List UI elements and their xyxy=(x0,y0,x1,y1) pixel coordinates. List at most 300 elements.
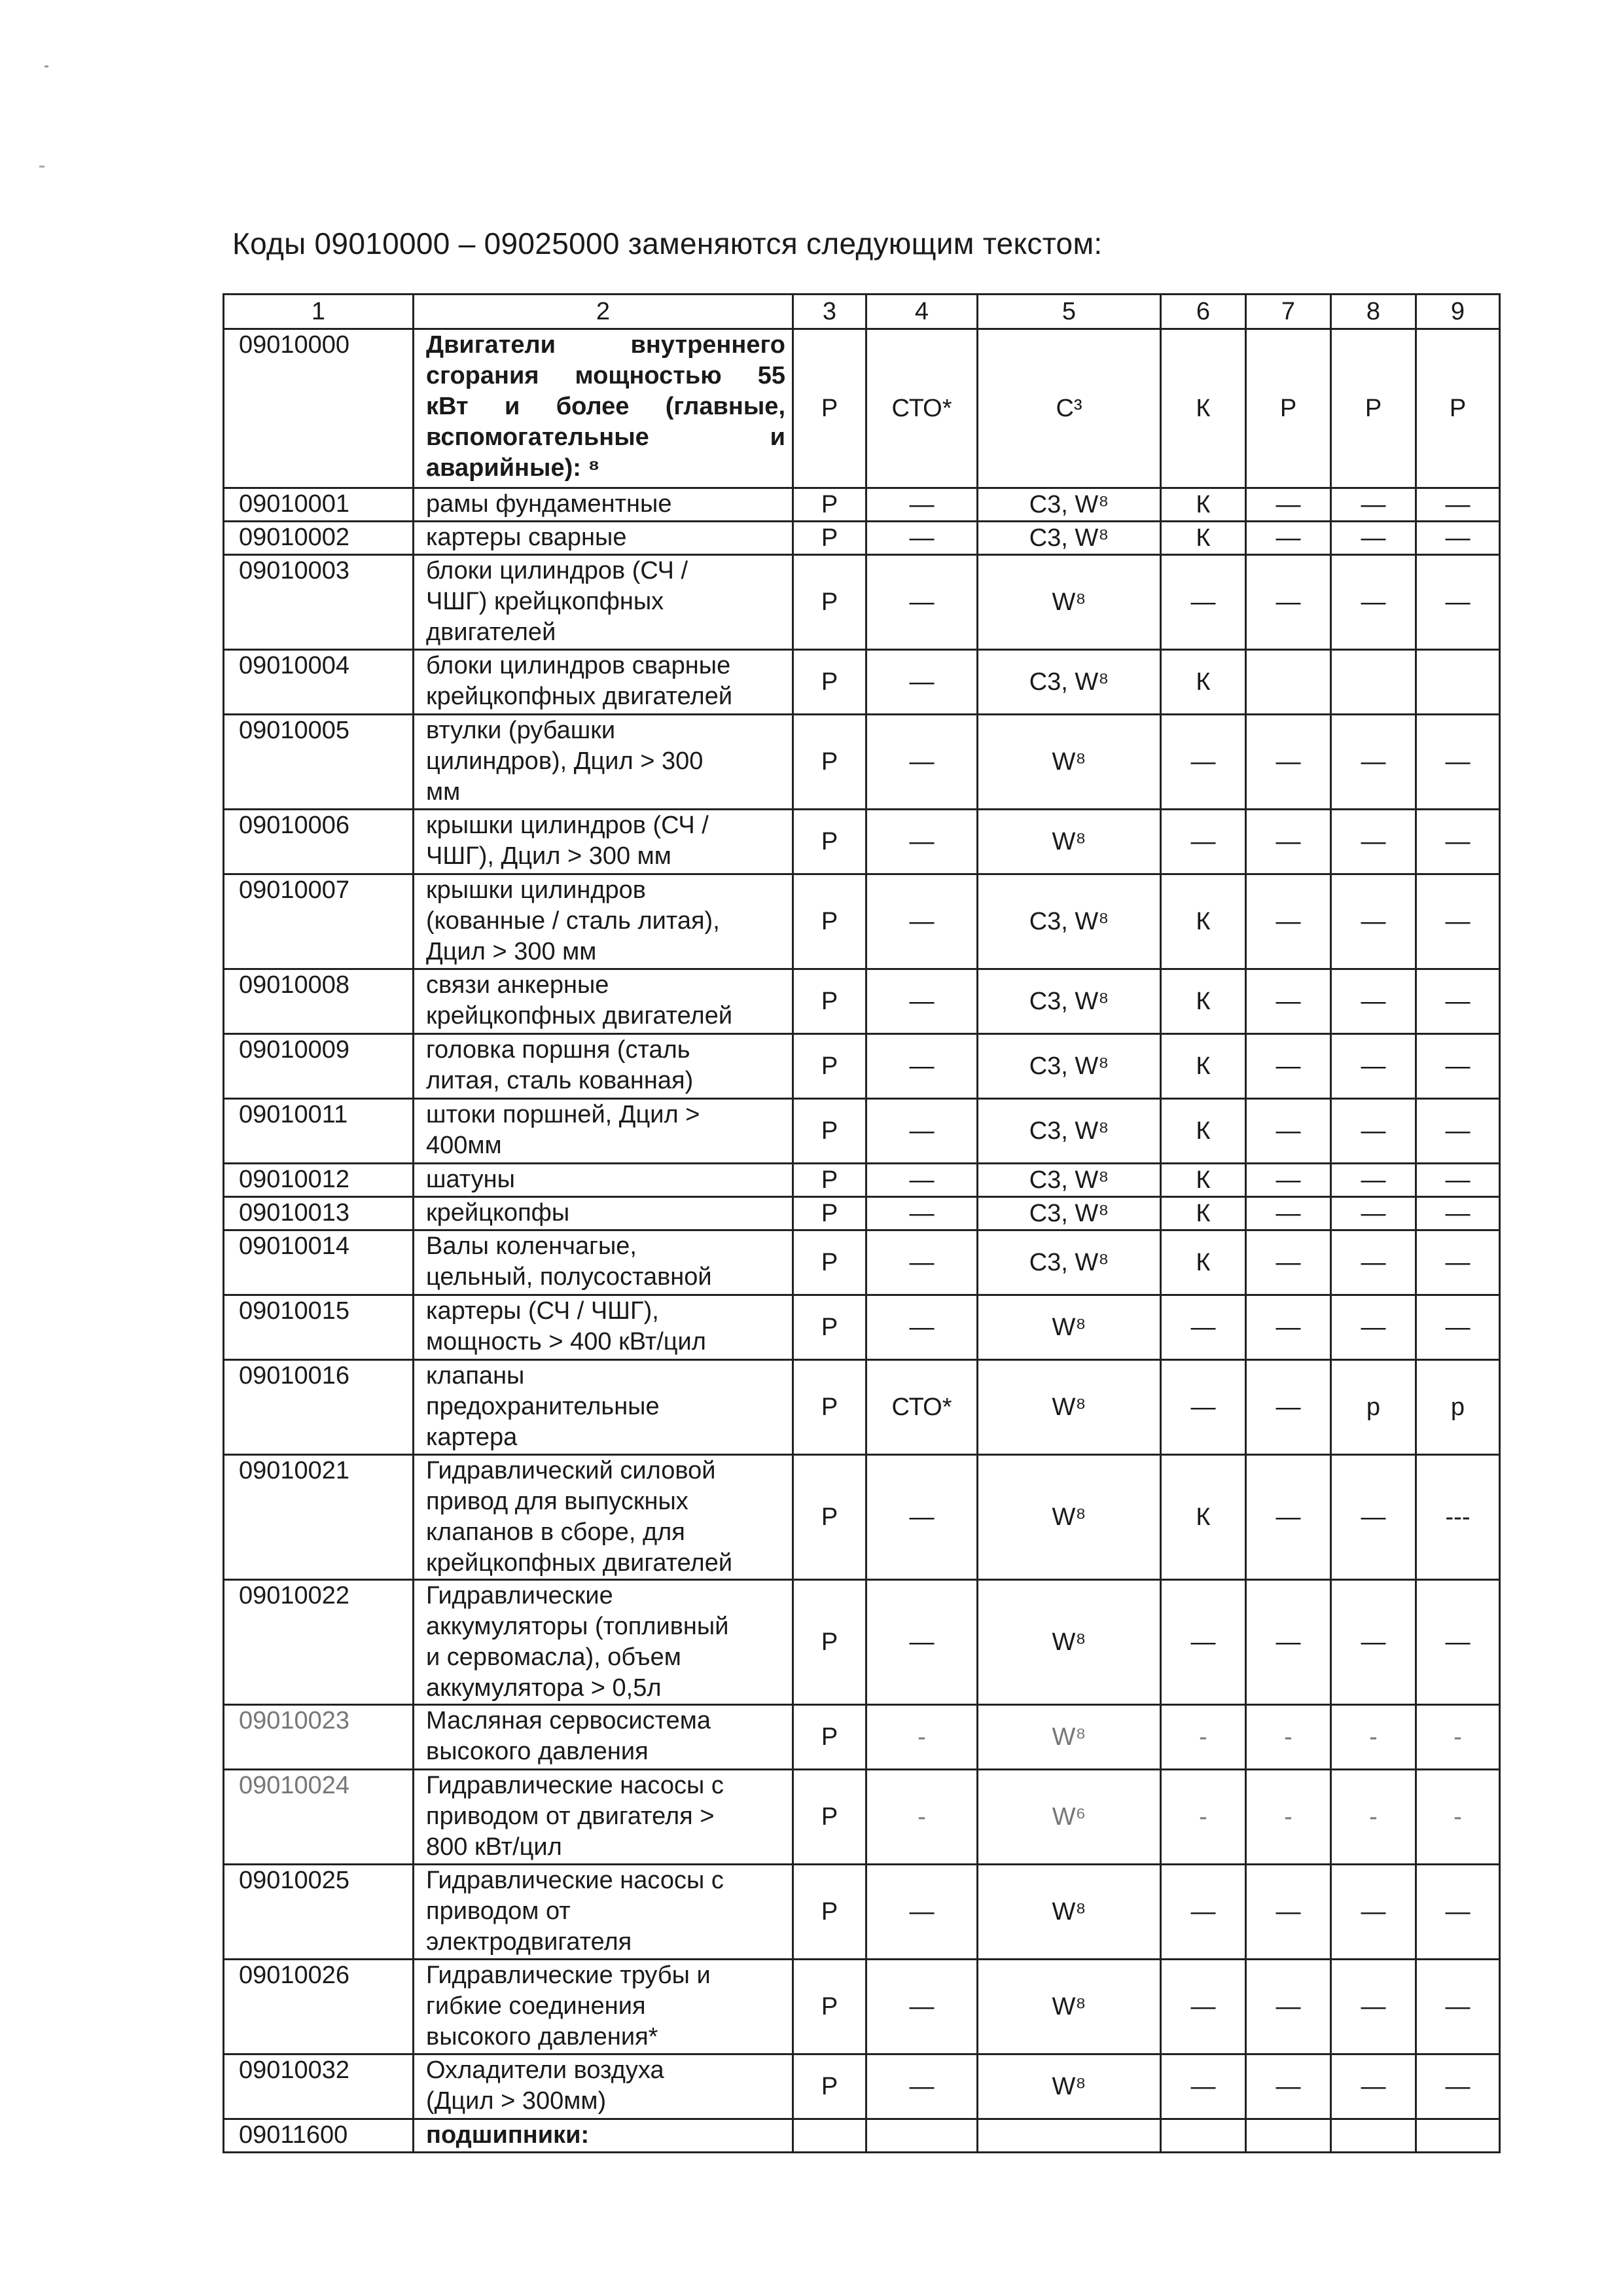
value-cell-5 xyxy=(978,2119,1161,2153)
value-cell-6: — xyxy=(1161,555,1246,650)
description-cell xyxy=(414,1705,793,1770)
value-cell-5: С3, W⁸ xyxy=(978,874,1161,969)
code-cell: 09010007 xyxy=(224,874,414,969)
value-cell-7: — xyxy=(1246,810,1331,874)
value-cell-9: — xyxy=(1416,1580,1500,1705)
description-line: Гидравлические трубы и xyxy=(426,1962,711,1989)
value-cell-7: — xyxy=(1246,1295,1331,1360)
value-cell-9: — xyxy=(1416,1230,1500,1295)
value-cell-4: — xyxy=(866,555,978,650)
value-cell-6: — xyxy=(1161,810,1246,874)
value-cell-8: — xyxy=(1331,1099,1416,1164)
description-line: аварийные): ⁸ xyxy=(426,454,600,482)
value-cell-7: — xyxy=(1246,1960,1331,2054)
description-line: рамы фундаментные xyxy=(426,490,672,518)
value-cell-9: - xyxy=(1416,1705,1500,1770)
description-cell xyxy=(414,969,793,1034)
value-cell-5: С3, W⁸ xyxy=(978,1164,1161,1197)
description-line: Валы коленчагые, xyxy=(426,1232,637,1260)
table-row xyxy=(224,329,1500,488)
column-header: 4 xyxy=(866,295,978,329)
value-cell-6: К xyxy=(1161,1455,1246,1580)
description-line: привод для выпускных xyxy=(426,1488,688,1515)
value-cell-6: — xyxy=(1161,1865,1246,1960)
description-line: картера xyxy=(426,1424,518,1451)
code-cell: 09010000 xyxy=(224,329,414,488)
code-cell: 09010001 xyxy=(224,488,414,522)
code-cell: 09010024 xyxy=(224,1770,414,1865)
value-cell-6: К xyxy=(1161,1099,1246,1164)
value-cell-6: — xyxy=(1161,1960,1246,2054)
description-line: мм xyxy=(426,778,461,806)
value-cell-9: — xyxy=(1416,1034,1500,1099)
description-line: крейцкопфы xyxy=(426,1199,570,1227)
value-cell-5: С3, W⁸ xyxy=(978,969,1161,1034)
table-row xyxy=(224,555,1500,650)
value-cell-9: — xyxy=(1416,1960,1500,2054)
description-line: связи анкерные xyxy=(426,971,609,999)
value-cell-5: W⁸ xyxy=(978,1295,1161,1360)
description-line: втулки (рубашки xyxy=(426,717,616,744)
value-cell-9: р xyxy=(1416,1360,1500,1455)
table-row xyxy=(224,810,1500,874)
value-cell-5: W⁸ xyxy=(978,1705,1161,1770)
value-cell-9: — xyxy=(1416,522,1500,555)
description-line: высокого давления xyxy=(426,1738,649,1765)
value-cell-5: W⁸ xyxy=(978,715,1161,810)
description-line: клапаны xyxy=(426,1362,525,1390)
value-cell-4 xyxy=(866,2119,978,2153)
description-cell xyxy=(414,1360,793,1455)
description-line: Охладители воздуха xyxy=(426,2056,664,2084)
value-cell-7: - xyxy=(1246,1705,1331,1770)
value-cell-3: Р xyxy=(793,1360,866,1455)
code-cell: 09010016 xyxy=(224,1360,414,1455)
value-cell-3: Р xyxy=(793,522,866,555)
description-line: предохранительные xyxy=(426,1393,660,1420)
value-cell-9: — xyxy=(1416,1295,1500,1360)
value-cell-8: — xyxy=(1331,1164,1416,1197)
description-line: клапанов в сборе, для xyxy=(426,1518,685,1546)
value-cell-4: — xyxy=(866,1197,978,1230)
code-cell: 09010002 xyxy=(224,522,414,555)
description-line: Двигатели внутреннего xyxy=(426,331,785,359)
table-header-row xyxy=(224,295,1500,329)
value-cell-3: Р xyxy=(793,555,866,650)
code-cell: 09010015 xyxy=(224,1295,414,1360)
value-cell-9: — xyxy=(1416,488,1500,522)
description-line: аккумуляторы (топливный xyxy=(426,1613,729,1640)
value-cell-4: — xyxy=(866,1865,978,1960)
value-cell-7: — xyxy=(1246,555,1331,650)
value-cell-7: — xyxy=(1246,2054,1331,2119)
description-line: Масляная сервосистема xyxy=(426,1707,711,1734)
value-cell-8: — xyxy=(1331,488,1416,522)
value-cell-3: Р xyxy=(793,2054,866,2119)
description-line: крышки цилиндров xyxy=(426,876,646,904)
value-cell-3: Р xyxy=(793,1455,866,1580)
value-cell-4: СТО* xyxy=(866,1360,978,1455)
code-cell: 09010013 xyxy=(224,1197,414,1230)
value-cell-6: К xyxy=(1161,1230,1246,1295)
value-cell-9: — xyxy=(1416,1197,1500,1230)
value-cell-4: — xyxy=(866,1960,978,2054)
description-cell xyxy=(414,650,793,715)
description-line: крейцкопфных двигателей xyxy=(426,1002,733,1030)
description-cell xyxy=(414,1099,793,1164)
description-line: сгорания мощностью 55 xyxy=(426,362,785,389)
description-line: Гидравлические xyxy=(426,1582,613,1609)
value-cell-5: W⁸ xyxy=(978,1360,1161,1455)
value-cell-4: — xyxy=(866,1455,978,1580)
code-cell: 09010011 xyxy=(224,1099,414,1164)
description-line: головка поршня (сталь xyxy=(426,1036,690,1064)
value-cell-7: Р xyxy=(1246,329,1331,488)
description-line: приводом от xyxy=(426,1897,571,1925)
value-cell-4: — xyxy=(866,874,978,969)
value-cell-6: — xyxy=(1161,1580,1246,1705)
description-line: аккумулятора > 0,5л xyxy=(426,1674,662,1702)
value-cell-9: — xyxy=(1416,969,1500,1034)
description-cell xyxy=(414,1034,793,1099)
column-header: 3 xyxy=(793,295,866,329)
description-cell xyxy=(414,1580,793,1705)
value-cell-7: — xyxy=(1246,969,1331,1034)
value-cell-6: К xyxy=(1161,329,1246,488)
value-cell-6: К xyxy=(1161,969,1246,1034)
value-cell-8: — xyxy=(1331,1197,1416,1230)
description-cell xyxy=(414,1960,793,2054)
description-cell xyxy=(414,1770,793,1865)
value-cell-3: Р xyxy=(793,715,866,810)
value-cell-7: - xyxy=(1246,1770,1331,1865)
description-line: приводом от двигателя > xyxy=(426,1803,715,1830)
value-cell-4: — xyxy=(866,2054,978,2119)
description-cell xyxy=(414,810,793,874)
description-cell xyxy=(414,1164,793,1197)
value-cell-3: Р xyxy=(793,1164,866,1197)
description-line: крейцкопфных двигателей xyxy=(426,683,733,710)
value-cell-3: Р xyxy=(793,1034,866,1099)
description-cell xyxy=(414,1230,793,1295)
description-line: двигателей xyxy=(426,619,556,646)
value-cell-3: Р xyxy=(793,1099,866,1164)
value-cell-8: Р xyxy=(1331,329,1416,488)
value-cell-3 xyxy=(793,2119,866,2153)
table-row xyxy=(224,1705,1500,1770)
value-cell-8: — xyxy=(1331,1295,1416,1360)
description-line: подшипники: xyxy=(426,2121,590,2149)
value-cell-3: Р xyxy=(793,329,866,488)
code-cell: 09010004 xyxy=(224,650,414,715)
value-cell-8: — xyxy=(1331,810,1416,874)
value-cell-5: С3, W⁸ xyxy=(978,488,1161,522)
value-cell-8: - xyxy=(1331,1705,1416,1770)
value-cell-8: р xyxy=(1331,1360,1416,1455)
value-cell-4: СТО* xyxy=(866,329,978,488)
table-row xyxy=(224,1197,1500,1230)
value-cell-4: — xyxy=(866,1164,978,1197)
table-row xyxy=(224,522,1500,555)
table-row xyxy=(224,488,1500,522)
value-cell-3: Р xyxy=(793,1580,866,1705)
description-line: крейцкопфных двигателей xyxy=(426,1549,733,1577)
description-line: цилиндров), Дцил > 300 xyxy=(426,747,704,775)
value-cell-6: К xyxy=(1161,522,1246,555)
code-cell: 09010025 xyxy=(224,1865,414,1960)
table-row xyxy=(224,715,1500,810)
value-cell-3: Р xyxy=(793,650,866,715)
description-cell xyxy=(414,329,793,488)
value-cell-7 xyxy=(1246,650,1331,715)
table-row xyxy=(224,1455,1500,1580)
table-row xyxy=(224,1230,1500,1295)
value-cell-3: Р xyxy=(793,969,866,1034)
description-cell xyxy=(414,522,793,555)
description-line: блоки цилиндров (СЧ / xyxy=(426,557,688,584)
column-header: 7 xyxy=(1246,295,1331,329)
value-cell-7: — xyxy=(1246,1034,1331,1099)
value-cell-9 xyxy=(1416,2119,1500,2153)
description-line: 400мм xyxy=(426,1132,502,1159)
description-line: картеры (СЧ / ЧШГ), xyxy=(426,1297,659,1325)
value-cell-8: — xyxy=(1331,874,1416,969)
value-cell-4: - xyxy=(866,1705,978,1770)
value-cell-9: - xyxy=(1416,1770,1500,1865)
value-cell-7: — xyxy=(1246,874,1331,969)
value-cell-4: — xyxy=(866,715,978,810)
value-cell-3: Р xyxy=(793,1865,866,1960)
description-line: шатуны xyxy=(426,1166,515,1193)
description-line: Гидравлические насосы с xyxy=(426,1867,724,1894)
description-cell xyxy=(414,874,793,969)
description-line: вспомогательные и xyxy=(426,423,785,451)
value-cell-8: — xyxy=(1331,1960,1416,2054)
value-cell-6: К xyxy=(1161,874,1246,969)
description-line: электродвигателя xyxy=(426,1928,632,1956)
description-line: мощность > 400 кВт/цил xyxy=(426,1328,706,1355)
value-cell-8: — xyxy=(1331,1580,1416,1705)
value-cell-7: — xyxy=(1246,1099,1331,1164)
value-cell-9: — xyxy=(1416,555,1500,650)
description-cell xyxy=(414,1197,793,1230)
value-cell-3: Р xyxy=(793,810,866,874)
value-cell-4: — xyxy=(866,1580,978,1705)
value-cell-5: W⁸ xyxy=(978,810,1161,874)
table-row xyxy=(224,1580,1500,1705)
description-line: (кованные / сталь литая), xyxy=(426,907,720,935)
value-cell-4: - xyxy=(866,1770,978,1865)
description-line: картеры сварные xyxy=(426,524,627,551)
column-header: 9 xyxy=(1416,295,1500,329)
value-cell-6: К xyxy=(1161,650,1246,715)
value-cell-3: Р xyxy=(793,1197,866,1230)
value-cell-9: — xyxy=(1416,1865,1500,1960)
value-cell-7: — xyxy=(1246,522,1331,555)
column-header: 8 xyxy=(1331,295,1416,329)
description-line: Дцил > 300 мм xyxy=(426,938,597,965)
code-cell: 09010005 xyxy=(224,715,414,810)
value-cell-6: К xyxy=(1161,1197,1246,1230)
table-row xyxy=(224,2119,1500,2153)
value-cell-6: К xyxy=(1161,1164,1246,1197)
value-cell-3: Р xyxy=(793,488,866,522)
description-cell xyxy=(414,1295,793,1360)
value-cell-4: — xyxy=(866,488,978,522)
value-cell-7 xyxy=(1246,2119,1331,2153)
description-cell xyxy=(414,1455,793,1580)
value-cell-6: К xyxy=(1161,488,1246,522)
code-cell: 09010022 xyxy=(224,1580,414,1705)
description-cell xyxy=(414,555,793,650)
description-line: высокого давления* xyxy=(426,2023,658,2051)
value-cell-6: — xyxy=(1161,1295,1246,1360)
value-cell-7: — xyxy=(1246,488,1331,522)
code-cell: 09010012 xyxy=(224,1164,414,1197)
value-cell-5: W⁸ xyxy=(978,1455,1161,1580)
value-cell-9: --- xyxy=(1416,1455,1500,1580)
code-cell: 09010009 xyxy=(224,1034,414,1099)
value-cell-4: — xyxy=(866,650,978,715)
value-cell-7: — xyxy=(1246,1197,1331,1230)
value-cell-6: К xyxy=(1161,1034,1246,1099)
table-row xyxy=(224,1034,1500,1099)
value-cell-8: — xyxy=(1331,522,1416,555)
value-cell-5: С3, W⁸ xyxy=(978,522,1161,555)
description-line: гибкие соединения xyxy=(426,1992,646,2020)
value-cell-9 xyxy=(1416,650,1500,715)
table-row xyxy=(224,1865,1500,1960)
table-row xyxy=(224,2054,1500,2119)
code-cell: 09010021 xyxy=(224,1455,414,1580)
description-line: кВт и более (главные, xyxy=(426,393,785,420)
description-line: Гидравлические насосы с xyxy=(426,1772,724,1799)
value-cell-8: — xyxy=(1331,555,1416,650)
value-cell-9: Р xyxy=(1416,329,1500,488)
description-cell xyxy=(414,2119,793,2153)
code-cell: 09010032 xyxy=(224,2054,414,2119)
value-cell-4: — xyxy=(866,969,978,1034)
value-cell-7: — xyxy=(1246,1230,1331,1295)
table-row xyxy=(224,969,1500,1034)
table-row xyxy=(224,1099,1500,1164)
value-cell-9: — xyxy=(1416,715,1500,810)
description-line: цельный, полусоставной xyxy=(426,1263,712,1291)
value-cell-5: W⁸ xyxy=(978,1580,1161,1705)
value-cell-3: Р xyxy=(793,1770,866,1865)
description-cell xyxy=(414,2054,793,2119)
value-cell-4: — xyxy=(866,522,978,555)
value-cell-5: W⁸ xyxy=(978,1865,1161,1960)
code-cell: 09010003 xyxy=(224,555,414,650)
table-row xyxy=(224,1164,1500,1197)
value-cell-4: — xyxy=(866,1034,978,1099)
value-cell-8: — xyxy=(1331,1455,1416,1580)
value-cell-8: — xyxy=(1331,1865,1416,1960)
value-cell-5: С3, W⁸ xyxy=(978,1099,1161,1164)
value-cell-9: — xyxy=(1416,1099,1500,1164)
value-cell-8: — xyxy=(1331,1230,1416,1295)
value-cell-3: Р xyxy=(793,1295,866,1360)
table-row xyxy=(224,1295,1500,1360)
table-row xyxy=(224,1360,1500,1455)
value-cell-5: С3, W⁸ xyxy=(978,1197,1161,1230)
value-cell-7: — xyxy=(1246,1455,1331,1580)
value-cell-5: С3, W⁸ xyxy=(978,1034,1161,1099)
code-cell: 09010026 xyxy=(224,1960,414,2054)
table-row xyxy=(224,650,1500,715)
value-cell-5: W⁸ xyxy=(978,2054,1161,2119)
description-cell xyxy=(414,715,793,810)
value-cell-7: — xyxy=(1246,1865,1331,1960)
column-header: 6 xyxy=(1161,295,1246,329)
value-cell-8 xyxy=(1331,2119,1416,2153)
description-cell xyxy=(414,488,793,522)
value-cell-5: С3, W⁸ xyxy=(978,650,1161,715)
value-cell-6: — xyxy=(1161,715,1246,810)
value-cell-5: С³ xyxy=(978,329,1161,488)
code-cell: 09010023 xyxy=(224,1705,414,1770)
value-cell-4: — xyxy=(866,1295,978,1360)
description-line: 800 кВт/цил xyxy=(426,1833,562,1861)
value-cell-7: — xyxy=(1246,715,1331,810)
value-cell-8: — xyxy=(1331,715,1416,810)
value-cell-7: — xyxy=(1246,1164,1331,1197)
description-line: Гидравлический силовой xyxy=(426,1457,716,1484)
description-line: штоки поршней, Дцил > xyxy=(426,1101,700,1128)
table-row xyxy=(224,1770,1500,1865)
value-cell-6: - xyxy=(1161,1770,1246,1865)
page-heading: Коды 09010000 – 09025000 заменяются следующим текстом: xyxy=(232,226,1103,260)
value-cell-8: — xyxy=(1331,2054,1416,2119)
column-header: 2 xyxy=(414,295,793,329)
value-cell-8: — xyxy=(1331,969,1416,1034)
value-cell-3: Р xyxy=(793,1960,866,2054)
value-cell-7: — xyxy=(1246,1360,1331,1455)
value-cell-9: — xyxy=(1416,874,1500,969)
value-cell-5: W⁶ xyxy=(978,1770,1161,1865)
value-cell-6: — xyxy=(1161,2054,1246,2119)
code-cell: 09010006 xyxy=(224,810,414,874)
value-cell-8: - xyxy=(1331,1770,1416,1865)
value-cell-8: — xyxy=(1331,1034,1416,1099)
description-line: крышки цилиндров (СЧ / xyxy=(426,812,709,839)
value-cell-4: — xyxy=(866,1230,978,1295)
column-header: 1 xyxy=(224,295,414,329)
value-cell-7: — xyxy=(1246,1580,1331,1705)
value-cell-5: W⁸ xyxy=(978,1960,1161,2054)
description-line: ЧШГ) крейцкопфных xyxy=(426,588,664,615)
description-cell xyxy=(414,1865,793,1960)
value-cell-5: W⁸ xyxy=(978,555,1161,650)
column-header: 5 xyxy=(978,295,1161,329)
value-cell-9: — xyxy=(1416,1164,1500,1197)
description-line: и сервомасла), объем xyxy=(426,1643,681,1671)
value-cell-6: — xyxy=(1161,1360,1246,1455)
value-cell-3: Р xyxy=(793,1705,866,1770)
value-cell-9: — xyxy=(1416,810,1500,874)
code-cell: 09010008 xyxy=(224,969,414,1034)
value-cell-5: С3, W⁸ xyxy=(978,1230,1161,1295)
description-line: блоки цилиндров сварные xyxy=(426,652,731,679)
value-cell-6: - xyxy=(1161,1705,1246,1770)
description-line: литая, сталь кованная) xyxy=(426,1067,694,1094)
code-cell: 09011600 xyxy=(224,2119,414,2153)
value-cell-3: Р xyxy=(793,874,866,969)
description-line: ЧШГ), Дцил > 300 мм xyxy=(426,842,671,870)
value-cell-6 xyxy=(1161,2119,1246,2153)
code-cell: 09010014 xyxy=(224,1230,414,1295)
